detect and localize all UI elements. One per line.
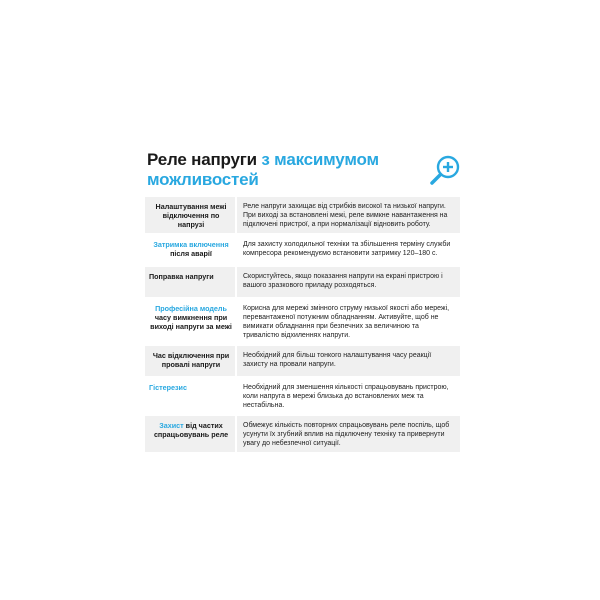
title-part-1: Реле напруги (147, 150, 262, 169)
label-highlight: Затримка включення (153, 240, 229, 249)
label-highlight: Захист (159, 421, 184, 430)
row-label (145, 416, 235, 452)
table-row (145, 235, 460, 265)
table-row (145, 346, 460, 376)
page-title (147, 150, 465, 194)
row-description: Обмежує кількість повторних спрацьовувань реле поспіль, щоб усунути їх згубний вплив на підключену техніку та привернути увагу до небезпечної ситуації. (237, 416, 460, 452)
table-row (145, 267, 460, 297)
row-label (145, 235, 235, 265)
row-label (145, 267, 235, 297)
label-highlight: Професійна модель (155, 304, 227, 313)
table-row (145, 416, 460, 452)
label-highlight: Гістерезис (149, 383, 187, 392)
zoom-in-icon (427, 153, 463, 189)
row-label (145, 346, 235, 376)
label-text: Час відключення при провалі напруги (152, 351, 230, 369)
title-part-2: можливостей (147, 170, 259, 189)
row-label (145, 197, 235, 233)
row-label (145, 299, 235, 344)
table-row (145, 299, 460, 344)
row-description: Необхідний для зменшення кількості спрацьовувань пристрою, коли напруга в мережі близька до встановлених меж та нестабільна. (237, 378, 460, 414)
label-text: часу вимкнення при виході напруги за межі (150, 313, 232, 331)
features-table (145, 197, 460, 454)
row-description: Скористуйтесь, якщо показання напруги на екрані пристрою і вашого зразкового приладу розходяться. (237, 267, 460, 297)
table-row (145, 197, 460, 233)
table-row (145, 378, 460, 414)
label-text: Налаштування межі відключення по напрузі (155, 202, 227, 229)
title-accent: з максимумом (261, 150, 379, 169)
row-label (145, 378, 235, 414)
label-text: від частих спрацьовувань реле (153, 421, 229, 439)
row-description: Для захисту холодильної техніки та збільшення терміну служби компресора рекомендуємо встановити затримку 120–180 с. (237, 235, 460, 265)
row-description: Реле напруги захищає від стрибків високої та низької напруги. При виході за встановлені межі, реле вимкне навантаження на підключені пристрої, а при нормалізації відновить роботу. (237, 197, 460, 233)
row-description: Необхідний для більш тонкого налаштування часу реакції захисту на провали напруги. (237, 346, 460, 376)
row-description: Корисна для мережі змінного струму низької якості або мережі, перевантаженої потужним обладнанням. Активуйте, щоб не вимикати обладнання при безпечних за величиною та тривалістю відхиленнях напруги. (237, 299, 460, 344)
label-text: Поправка напруги (149, 272, 214, 281)
header (145, 150, 465, 194)
label-text: після аварії (170, 249, 212, 258)
